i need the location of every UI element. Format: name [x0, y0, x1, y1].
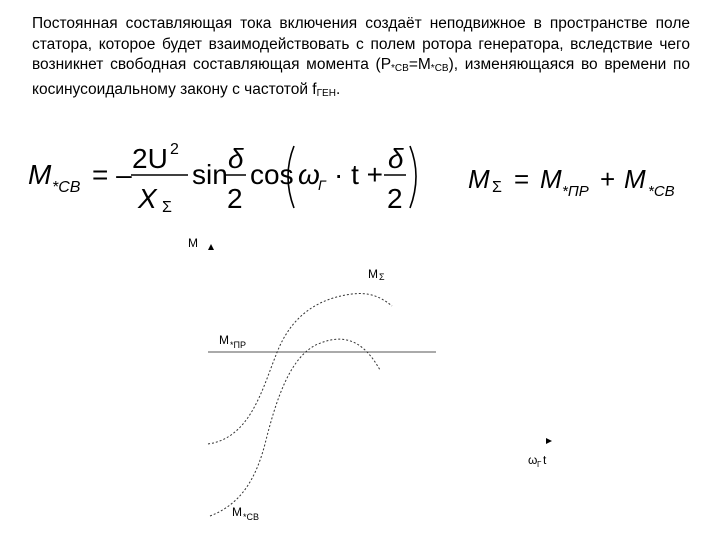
- paragraph-part: .: [335, 80, 341, 98]
- label-m-sum: M: [368, 267, 378, 281]
- paragraph-part: =M: [408, 56, 431, 73]
- formula-lhs-sub: *СВ: [52, 179, 81, 196]
- m-sum-curve: [208, 294, 392, 445]
- subscript: *СВ: [430, 63, 449, 74]
- formula-num-sup: 2: [170, 141, 179, 158]
- formula-delta2: δ: [388, 143, 404, 174]
- formula-numerator: 2U: [132, 143, 168, 174]
- paragraph-part: Постоянная составляющая тока включения создаёт неподвижное в пространстве поле статора, которое будет взаимодействовать с полем ротора генератора, вследствие чего возникнет свободная составляющая момента (P: [32, 15, 690, 73]
- formula-m3-sub: *СВ: [648, 183, 675, 200]
- label-m-pr-sub: *ПР: [230, 340, 246, 350]
- formula-two: 2: [227, 183, 243, 214]
- close-paren: [410, 146, 416, 208]
- label-m-sum-sub: Σ: [379, 272, 385, 282]
- x-axis-sub: Г: [537, 460, 542, 469]
- formula-sin: sin: [192, 159, 228, 190]
- m-sv-curve: [210, 339, 380, 516]
- formula-delta: δ: [228, 143, 244, 174]
- formula-cos: cos: [250, 159, 294, 190]
- label-m-sv: M: [232, 505, 242, 519]
- formula-m2-sub: *ПР: [562, 183, 589, 200]
- formula-dot-t: · t +: [334, 159, 384, 190]
- torque-graph: [0, 220, 720, 540]
- formula-m-sv: [28, 138, 448, 218]
- label-m-pr: M: [219, 333, 229, 347]
- formula-m2: M: [540, 164, 562, 194]
- formula-denominator: X: [138, 183, 157, 214]
- formula-m-sum: [468, 160, 698, 210]
- paragraph-text: [32, 14, 690, 104]
- x-axis-t: t: [543, 453, 547, 467]
- subscript: *СВ: [391, 63, 409, 74]
- formula-den-sub: Σ: [162, 199, 172, 216]
- formula-equals: = –: [92, 159, 132, 190]
- formula-omega-sub: Г: [318, 177, 326, 193]
- formula-lhs: M: [28, 159, 52, 190]
- formula-m1-sub: Σ: [492, 179, 502, 196]
- formula-two2: 2: [387, 183, 403, 214]
- y-axis-label: M: [188, 236, 198, 250]
- subscript: ГЕН: [316, 87, 336, 99]
- formula-m1: M: [468, 164, 490, 194]
- paragraph-part: ), изменяющаяся во времени по косинусоидальному закону с частотой f: [32, 56, 690, 98]
- x-axis-arrow: [546, 438, 552, 444]
- formula-omega: ω: [298, 159, 320, 190]
- y-axis-arrow: [208, 244, 214, 250]
- label-m-sv-sub: *СВ: [243, 512, 260, 522]
- x-axis-label: ω: [528, 453, 538, 467]
- formula-eq: =: [514, 164, 530, 194]
- formula-plus: +: [600, 164, 616, 194]
- formula-m3: M: [624, 164, 646, 194]
